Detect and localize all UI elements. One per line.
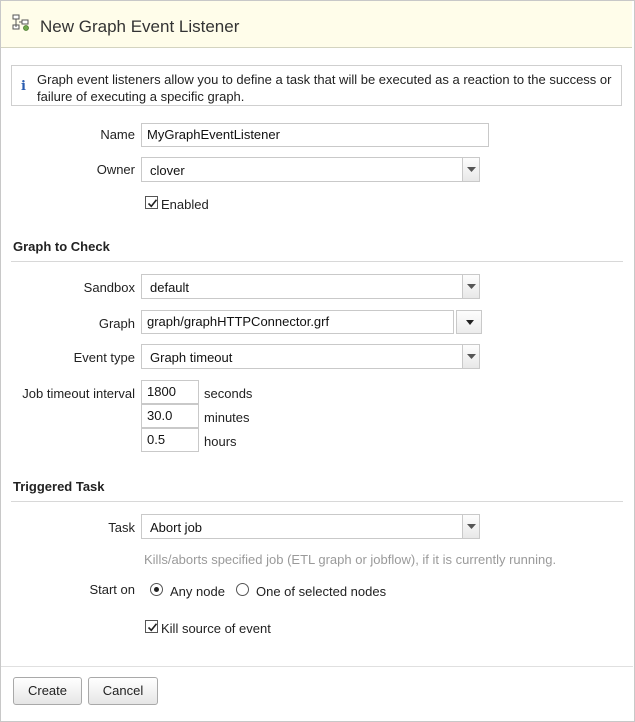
chevron-down-icon[interactable] [462, 345, 479, 368]
selected-nodes-label: One of selected nodes [256, 584, 387, 599]
triggered-task-heading: Triggered Task [13, 479, 105, 494]
selected-nodes-radio[interactable] [236, 583, 249, 596]
section-divider [11, 501, 623, 502]
minutes-unit: minutes [204, 410, 250, 425]
info-text: Graph event listeners allow you to define a task that will be executed as a reaction to the success or failure of executing a specific graph. [37, 72, 612, 104]
chevron-down-icon[interactable] [462, 515, 479, 538]
owner-label: Owner [96, 162, 135, 177]
event-type-select-value: Graph timeout [150, 350, 233, 365]
cancel-button[interactable]: Cancel [88, 677, 158, 705]
enabled-label: Enabled [161, 197, 209, 212]
timeout-seconds-input[interactable]: 1800 [141, 380, 199, 404]
hours-unit: hours [204, 434, 237, 449]
task-select-value: Abort job [150, 520, 203, 535]
dialog-header [1, 1, 632, 48]
enabled-checkbox[interactable] [145, 196, 158, 209]
footer-divider [1, 666, 633, 667]
name-input[interactable]: MyGraphEventListener [141, 123, 489, 147]
event-type-select[interactable] [141, 344, 480, 369]
timeout-hours-input[interactable]: 0.5 [141, 428, 199, 452]
task-label: Task [108, 520, 135, 535]
chevron-down-icon[interactable] [462, 158, 479, 181]
start-on-label: Start on [89, 582, 135, 597]
listener-icon [12, 14, 30, 35]
dialog-title: New Graph Event Listener [40, 17, 240, 36]
section-divider [11, 261, 623, 262]
graph-to-check-heading: Graph to Check [13, 239, 110, 254]
owner-select-value: clover [150, 163, 185, 178]
info-box [11, 65, 622, 106]
sandbox-label: Sandbox [83, 280, 135, 295]
timeout-label: Job timeout interval [22, 386, 135, 401]
timeout-minutes-input[interactable]: 30.0 [141, 404, 199, 428]
event-type-label: Event type [73, 350, 135, 365]
kill-source-checkbox[interactable] [145, 620, 158, 633]
graph-browse-button[interactable] [456, 310, 482, 334]
task-select[interactable] [141, 514, 480, 539]
owner-select[interactable] [141, 157, 480, 182]
graph-input[interactable]: graph/graphHTTPConnector.grf [141, 310, 454, 334]
sandbox-select[interactable] [141, 274, 480, 299]
name-label: Name [100, 127, 135, 142]
sandbox-select-value: default [150, 280, 190, 295]
any-node-radio[interactable] [150, 583, 163, 596]
info-icon: i [21, 79, 26, 94]
graph-label: Graph [98, 316, 135, 331]
kill-source-label: Kill source of event [161, 621, 271, 636]
chevron-down-icon[interactable] [462, 275, 479, 298]
seconds-unit: seconds [204, 386, 253, 401]
task-hint: Kills/aborts specified job (ETL graph or jobflow), if it is currently running. [144, 552, 557, 567]
create-button[interactable]: Create [13, 677, 82, 705]
any-node-label: Any node [170, 584, 225, 599]
